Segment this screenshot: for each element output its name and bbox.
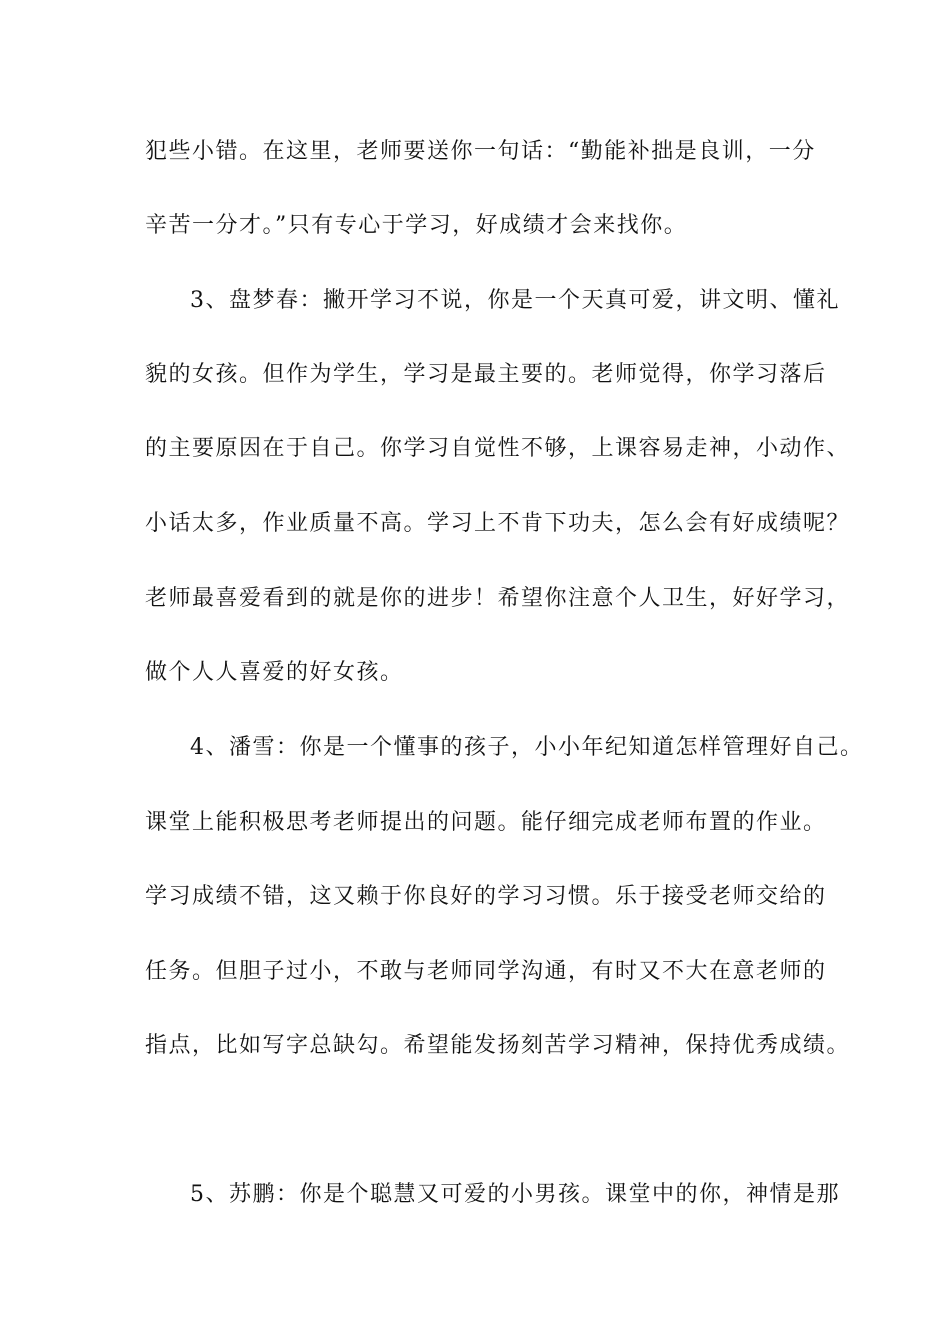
text-line: 犯些小错。在这里，老师要送你一句话：“勤能补拙是良训，一分: [145, 139, 816, 164]
text-line: 小话太多，作业质量不高。学习上不肯下功夫，怎么会有好成绩呢？: [145, 511, 851, 536]
text-line: 任务。但胆子过小，不敢与老师同学沟通，有时又不大在意老师的: [145, 959, 827, 984]
text-line: 的主要原因在于自己。你学习自觉性不够，上课容易走神，小动作、: [145, 436, 851, 461]
text-line: 学习成绩不错，这又赖于你良好的学习习惯。乐于接受老师交给的: [145, 884, 827, 909]
paragraph-start-line: 4、潘雪：你是一个懂事的孩子，小小年纪知道怎样管理好自己。: [190, 735, 864, 760]
paragraph-start-line: 5、苏鹏：你是个聪慧又可爱的小男孩。课堂中的你，神情是那: [190, 1182, 840, 1207]
text-line: 辛苦一分才。”只有专心于学习，好成绩才会来找你。: [145, 213, 688, 238]
text-line: 老师最喜爱看到的就是你的进步！希望你注意个人卫生，好好学习，: [145, 586, 851, 611]
text-line: 课堂上能积极思考老师提出的问题。能仔细完成老师布置的作业。: [145, 810, 827, 835]
text-line: 做个人人喜爱的好女孩。: [145, 660, 404, 685]
text-line: 指点，比如写字总缺勾。希望能发扬刻苦学习精神，保持优秀成绩。: [145, 1033, 851, 1058]
paragraph-start-line: 3、盘梦春：撇开学习不说，你是一个天真可爱，讲文明、懂礼: [190, 288, 840, 313]
text-line: 貌的女孩。但作为学生，学习是最主要的。老师觉得，你学习落后: [145, 362, 827, 387]
